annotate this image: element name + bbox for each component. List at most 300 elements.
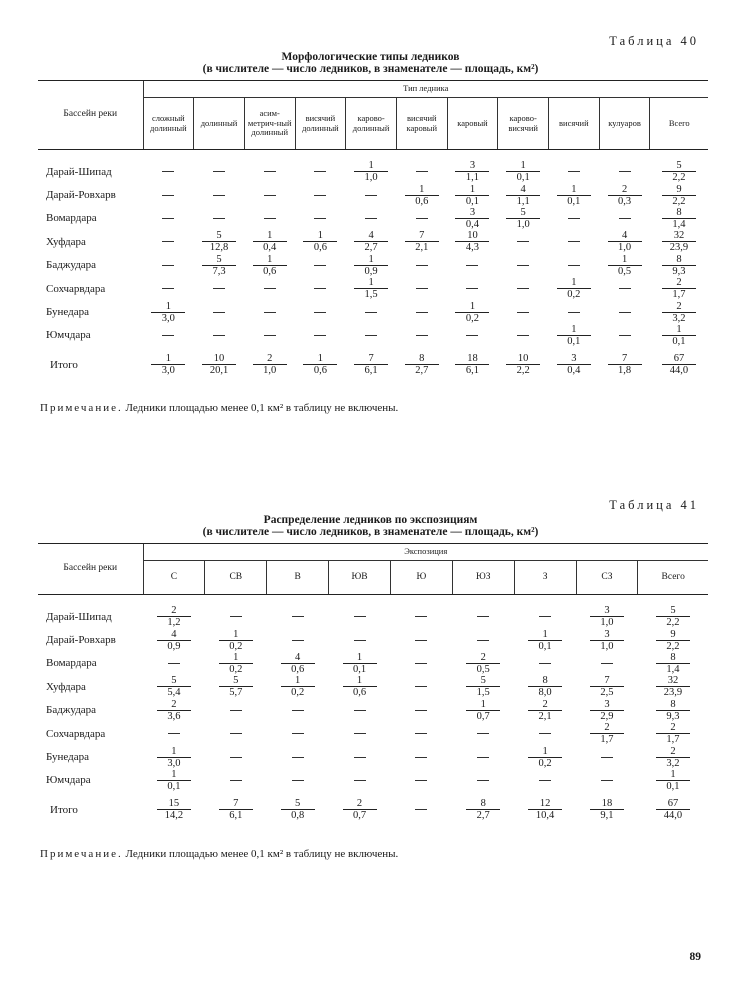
fraction: $\frac{15}{14,2}$ <box>157 798 191 821</box>
table-cell <box>599 254 650 277</box>
empty-dash <box>568 218 580 219</box>
table-cell <box>267 628 329 651</box>
table-cell <box>447 324 498 347</box>
table-cell <box>638 745 708 768</box>
fraction: $\frac{32}{23,9}$ <box>656 675 690 698</box>
table-41 <box>38 543 708 822</box>
table-cell <box>143 230 194 253</box>
table-cell <box>498 277 549 300</box>
fraction: $\frac{1}{0,2}$ <box>281 675 315 698</box>
fraction: $\frac{5}{2,2}$ <box>662 160 696 183</box>
empty-dash <box>517 265 529 266</box>
empty-dash <box>292 640 304 641</box>
table-cell <box>194 324 245 347</box>
empty-dash <box>168 733 180 734</box>
fraction: $\frac{9}{2,2}$ <box>662 184 696 207</box>
table-cell <box>390 745 452 768</box>
table-cell <box>599 277 650 300</box>
table-cell <box>514 769 576 792</box>
table-row <box>38 324 708 347</box>
table-cell <box>143 300 194 323</box>
fraction: $\frac{1}{1,0}$ <box>354 160 388 183</box>
basin-name: Итого <box>50 803 78 816</box>
table-cell <box>143 605 205 628</box>
basin-name: Дарай-Шипад <box>46 165 112 178</box>
table-cell <box>143 722 205 745</box>
empty-dash <box>568 241 580 242</box>
empty-dash <box>314 288 326 289</box>
fraction: $\frac{18}{6,1}$ <box>455 353 489 376</box>
table-cell <box>194 277 245 300</box>
table-cell <box>143 353 194 376</box>
table-cell <box>205 628 267 651</box>
fraction: $\frac{3}{0,4}$ <box>557 353 591 376</box>
table-41-subtitle: (в числителе — число ледников, в знаменателе — площадь, км²) <box>202 526 539 538</box>
empty-dash <box>568 171 580 172</box>
table-cell <box>295 254 346 277</box>
table-cell <box>650 300 708 323</box>
table-cell <box>143 628 205 651</box>
empty-dash <box>292 780 304 781</box>
empty-dash <box>415 640 427 641</box>
empty-dash <box>415 616 427 617</box>
fraction: $\frac{1}{0,1}$ <box>557 184 591 207</box>
table-41-title: Распределение ледников по экспозициям <box>263 514 478 526</box>
fraction: $\frac{2}{1,0}$ <box>253 353 287 376</box>
table-cell <box>650 324 708 347</box>
fraction: $\frac{7}{2,5}$ <box>590 675 624 698</box>
empty-dash <box>264 171 276 172</box>
table-cell <box>295 230 346 253</box>
table-cell <box>452 628 514 651</box>
table-cell <box>576 652 638 675</box>
column-header: долинный <box>194 98 245 150</box>
table-cell <box>143 254 194 277</box>
table-row <box>38 769 708 792</box>
table-cell <box>205 652 267 675</box>
fraction: $\frac{1}{3,0}$ <box>157 746 191 769</box>
table-cell <box>650 277 708 300</box>
table-cell <box>452 699 514 722</box>
table-cell <box>390 652 452 675</box>
fraction: $\frac{5}{5,4}$ <box>157 675 191 698</box>
table-cell <box>452 769 514 792</box>
table-cell <box>194 353 245 376</box>
table-cell <box>447 277 498 300</box>
table-cell <box>452 745 514 768</box>
fraction: $\frac{8}{8,0}$ <box>528 675 562 698</box>
table-cell <box>205 769 267 792</box>
empty-dash <box>466 335 478 336</box>
table-cell <box>244 207 295 230</box>
column-header: висячий долинный <box>295 98 346 150</box>
table-row <box>38 628 708 651</box>
note-lead: Примечание. <box>40 402 123 414</box>
basin-name: Дарай-Ровхарв <box>46 189 116 202</box>
empty-dash <box>314 312 326 313</box>
table-cell <box>205 675 267 698</box>
empty-dash <box>354 757 366 758</box>
fraction: $\frac{4}{1,0}$ <box>608 230 642 253</box>
empty-dash <box>416 288 428 289</box>
fraction: $\frac{3}{1,1}$ <box>455 160 489 183</box>
table-cell <box>549 277 600 300</box>
table-cell <box>295 183 346 206</box>
column-header: Всего <box>638 561 708 595</box>
table-cell <box>143 652 205 675</box>
table-cell <box>638 628 708 651</box>
table-cell <box>346 207 397 230</box>
table-row <box>38 254 708 277</box>
empty-dash <box>292 757 304 758</box>
empty-dash <box>213 195 225 196</box>
empty-dash <box>416 312 428 313</box>
table-cell <box>498 207 549 230</box>
fraction: $\frac{8}{9,3}$ <box>662 254 696 277</box>
table-cell <box>346 160 397 183</box>
table-cell <box>576 605 638 628</box>
table-cell <box>576 628 638 651</box>
table-cell <box>447 207 498 230</box>
empty-dash <box>162 171 174 172</box>
table-cell <box>267 675 329 698</box>
empty-dash <box>168 663 180 664</box>
empty-dash <box>477 616 489 617</box>
table-cell <box>295 160 346 183</box>
table-cell <box>346 230 397 253</box>
empty-dash <box>539 780 551 781</box>
fraction: $\frac{4}{2,7}$ <box>354 230 388 253</box>
fraction: $\frac{2}{2,1}$ <box>528 699 562 722</box>
table-cell <box>295 324 346 347</box>
table-40-note <box>40 402 398 414</box>
table-cell <box>650 254 708 277</box>
column-header: Ю <box>390 561 452 595</box>
fraction: $\frac{10}{20,1}$ <box>202 353 236 376</box>
empty-dash <box>230 616 242 617</box>
table-cell <box>514 675 576 698</box>
fraction: $\frac{2}{3,2}$ <box>662 301 696 324</box>
table-row <box>38 207 708 230</box>
table-cell <box>650 207 708 230</box>
empty-dash <box>213 312 225 313</box>
table-cell <box>329 628 391 651</box>
table-cell <box>244 183 295 206</box>
empty-dash <box>365 195 377 196</box>
column-header: висячий <box>549 98 600 150</box>
table-cell <box>329 769 391 792</box>
fraction: $\frac{1}{0,1}$ <box>662 324 696 347</box>
table-cell <box>244 277 295 300</box>
table-cell <box>452 798 514 821</box>
empty-dash <box>365 218 377 219</box>
table-cell <box>447 300 498 323</box>
empty-dash <box>230 733 242 734</box>
table-cell <box>447 254 498 277</box>
fraction: $\frac{32}{23,9}$ <box>662 230 696 253</box>
empty-dash <box>213 288 225 289</box>
empty-dash <box>415 663 427 664</box>
table-cell <box>650 230 708 253</box>
table-cell <box>346 353 397 376</box>
fraction: $\frac{5}{0,8}$ <box>281 798 315 821</box>
fraction: $\frac{1}{0,9}$ <box>354 254 388 277</box>
table-cell <box>396 353 447 376</box>
table-cell <box>194 254 245 277</box>
fraction: $\frac{1}{0,1}$ <box>157 769 191 792</box>
fraction: $\frac{5}{1,5}$ <box>466 675 500 698</box>
fraction: $\frac{8}{1,4}$ <box>662 207 696 230</box>
fraction: $\frac{4}{1,1}$ <box>506 184 540 207</box>
basin-name: Дарай-Шипад <box>46 610 112 623</box>
table-cell <box>498 353 549 376</box>
fraction: $\frac{1}{0,4}$ <box>253 230 287 253</box>
table-row <box>38 605 708 628</box>
table-cell <box>638 675 708 698</box>
fraction: $\frac{2}{3,2}$ <box>656 746 690 769</box>
empty-dash <box>314 218 326 219</box>
table-cell <box>346 183 397 206</box>
basin-name: Итого <box>50 358 78 371</box>
empty-dash <box>162 335 174 336</box>
table-cell <box>396 324 447 347</box>
table-41-note <box>40 848 398 860</box>
fraction: $\frac{10}{2,2}$ <box>506 353 540 376</box>
table-row <box>38 183 708 206</box>
table-cell <box>346 300 397 323</box>
fraction: $\frac{2}{1,7}$ <box>656 722 690 745</box>
table-cell <box>267 652 329 675</box>
table-cell <box>244 254 295 277</box>
table-cell <box>295 300 346 323</box>
fraction: $\frac{2}{0,7}$ <box>343 798 377 821</box>
table-cell <box>650 160 708 183</box>
empty-dash <box>264 335 276 336</box>
empty-dash <box>619 171 631 172</box>
fraction: $\frac{8}{9,3}$ <box>656 699 690 722</box>
table-cell <box>549 183 600 206</box>
table-cell <box>638 722 708 745</box>
table-cell <box>143 699 205 722</box>
empty-dash <box>517 288 529 289</box>
table-cell <box>396 207 447 230</box>
table-cell <box>498 300 549 323</box>
table-cell <box>205 722 267 745</box>
table-row <box>38 652 708 675</box>
table-row <box>38 722 708 745</box>
table-cell <box>576 675 638 698</box>
table-cell <box>244 353 295 376</box>
table-cell <box>498 254 549 277</box>
fraction: $\frac{2}{3,6}$ <box>157 699 191 722</box>
basin-name: Хуфдара <box>46 235 86 248</box>
fraction: $\frac{5}{5,7}$ <box>219 675 253 698</box>
table-cell <box>267 699 329 722</box>
fraction: $\frac{7}{1,8}$ <box>608 353 642 376</box>
basin-name: Бунедара <box>46 306 90 319</box>
column-header: карово-долинный <box>346 98 397 150</box>
table-cell <box>205 605 267 628</box>
table-cell <box>549 207 600 230</box>
empty-dash <box>314 195 326 196</box>
table-cell <box>514 652 576 675</box>
table-row <box>38 745 708 768</box>
table-cell <box>549 230 600 253</box>
fraction: $\frac{1}{0,2}$ <box>219 629 253 652</box>
table-cell <box>599 207 650 230</box>
fraction: $\frac{5}{1,0}$ <box>506 207 540 230</box>
fraction: $\frac{1}{3,0}$ <box>151 301 185 324</box>
empty-dash <box>539 663 551 664</box>
table-cell <box>576 798 638 821</box>
empty-dash <box>416 335 428 336</box>
basin-name: Баджудара <box>46 704 97 717</box>
note-lead: Примечание. <box>40 848 123 860</box>
fraction: $\frac{8}{2,7}$ <box>466 798 500 821</box>
empty-dash <box>354 780 366 781</box>
table-cell <box>143 769 205 792</box>
table-40-label: Таблица 40 <box>609 34 699 48</box>
table-cell <box>390 628 452 651</box>
basin-header: Бассейн реки <box>38 544 143 595</box>
fraction: $\frac{1}{0,6}$ <box>303 353 337 376</box>
empty-dash <box>517 241 529 242</box>
table-cell <box>549 300 600 323</box>
table-cell <box>514 745 576 768</box>
table-cell <box>329 722 391 745</box>
fraction: $\frac{3}{0,4}$ <box>455 207 489 230</box>
fraction: $\frac{2}{0,3}$ <box>608 184 642 207</box>
fraction: $\frac{1}{0,1}$ <box>528 629 562 652</box>
fraction: $\frac{18}{9,1}$ <box>590 798 624 821</box>
table-cell <box>390 722 452 745</box>
empty-dash <box>264 195 276 196</box>
fraction: $\frac{2}{1,7}$ <box>662 277 696 300</box>
table-cell <box>549 324 600 347</box>
fraction: $\frac{3}{2,9}$ <box>590 699 624 722</box>
table-cell <box>143 207 194 230</box>
table-cell <box>514 628 576 651</box>
note-text: Ледники площадью менее 0,1 км² в таблицу не включены. <box>122 848 399 860</box>
table-cell <box>452 652 514 675</box>
empty-dash <box>213 171 225 172</box>
page-number: 89 <box>689 951 701 963</box>
group-header: Тип ледника <box>143 81 708 98</box>
empty-dash <box>292 710 304 711</box>
empty-dash <box>314 335 326 336</box>
table-cell <box>447 183 498 206</box>
column-header: асим-метрич-ный долинный <box>244 98 295 150</box>
fraction: $\frac{1}{0,1}$ <box>506 160 540 183</box>
table-cell <box>576 722 638 745</box>
table-cell <box>650 353 708 376</box>
table-cell <box>549 160 600 183</box>
basin-name: Сохчарвдара <box>46 282 106 295</box>
fraction: $\frac{1}{0,2}$ <box>528 746 562 769</box>
fraction: $\frac{1}{0,1}$ <box>455 184 489 207</box>
table-cell <box>638 652 708 675</box>
empty-dash <box>292 616 304 617</box>
table-cell <box>599 300 650 323</box>
empty-dash <box>415 686 427 687</box>
table-cell <box>329 699 391 722</box>
fraction: $\frac{8}{1,4}$ <box>656 652 690 675</box>
table-cell <box>447 353 498 376</box>
empty-dash <box>354 640 366 641</box>
empty-dash <box>619 288 631 289</box>
fraction: $\frac{67}{44,0}$ <box>662 353 696 376</box>
empty-dash <box>416 265 428 266</box>
empty-dash <box>568 312 580 313</box>
empty-dash <box>517 335 529 336</box>
fraction: $\frac{3}{1,0}$ <box>590 605 624 628</box>
table-cell <box>143 183 194 206</box>
fraction: $\frac{7}{6,1}$ <box>354 353 388 376</box>
table-cell <box>638 605 708 628</box>
table-cell <box>638 769 708 792</box>
basin-name: Юмчдара <box>46 774 91 787</box>
fraction: $\frac{3}{1,0}$ <box>590 629 624 652</box>
table-cell <box>390 675 452 698</box>
table-cell <box>447 230 498 253</box>
fraction: $\frac{4}{0,6}$ <box>281 652 315 675</box>
column-header: СЗ <box>576 561 638 595</box>
fraction: $\frac{9}{2,2}$ <box>656 629 690 652</box>
table-cell <box>194 183 245 206</box>
empty-dash <box>314 171 326 172</box>
table-cell <box>143 675 205 698</box>
fraction: $\frac{5}{12,8}$ <box>202 230 236 253</box>
table-40-subtitle: (в числителе — число ледников, в знаменателе — площадь, км²) <box>202 63 539 75</box>
empty-dash <box>601 757 613 758</box>
fraction: $\frac{5}{7,3}$ <box>202 254 236 277</box>
empty-dash <box>477 640 489 641</box>
basin-name: Бунедара <box>46 751 90 764</box>
empty-dash <box>314 265 326 266</box>
table-cell <box>267 769 329 792</box>
total-row <box>38 798 708 821</box>
table-cell <box>599 183 650 206</box>
empty-dash <box>264 312 276 313</box>
table-row <box>38 675 708 698</box>
empty-dash <box>230 710 242 711</box>
empty-dash <box>619 218 631 219</box>
empty-dash <box>415 780 427 781</box>
fraction: $\frac{2}{1,2}$ <box>157 605 191 628</box>
empty-dash <box>477 733 489 734</box>
empty-dash <box>213 218 225 219</box>
table-cell <box>638 798 708 821</box>
table-cell <box>576 699 638 722</box>
empty-dash <box>619 312 631 313</box>
column-header: ЮВ <box>329 561 391 595</box>
fraction: $\frac{67}{44,0}$ <box>656 798 690 821</box>
table-cell <box>329 675 391 698</box>
empty-dash <box>354 733 366 734</box>
table-cell <box>194 230 245 253</box>
table-cell <box>498 183 549 206</box>
table-cell <box>143 798 205 821</box>
empty-dash <box>415 809 427 810</box>
fraction: $\frac{1}{0,6}$ <box>253 254 287 277</box>
fraction: $\frac{12}{10,4}$ <box>528 798 562 821</box>
fraction: $\frac{1}{0,7}$ <box>466 699 500 722</box>
table-cell <box>447 160 498 183</box>
note-text: Ледники площадью менее 0,1 км² в таблицу не включены. <box>122 402 399 414</box>
table-cell <box>205 798 267 821</box>
column-header: Всего <box>650 98 708 150</box>
basin-header: Бассейн реки <box>38 81 143 150</box>
